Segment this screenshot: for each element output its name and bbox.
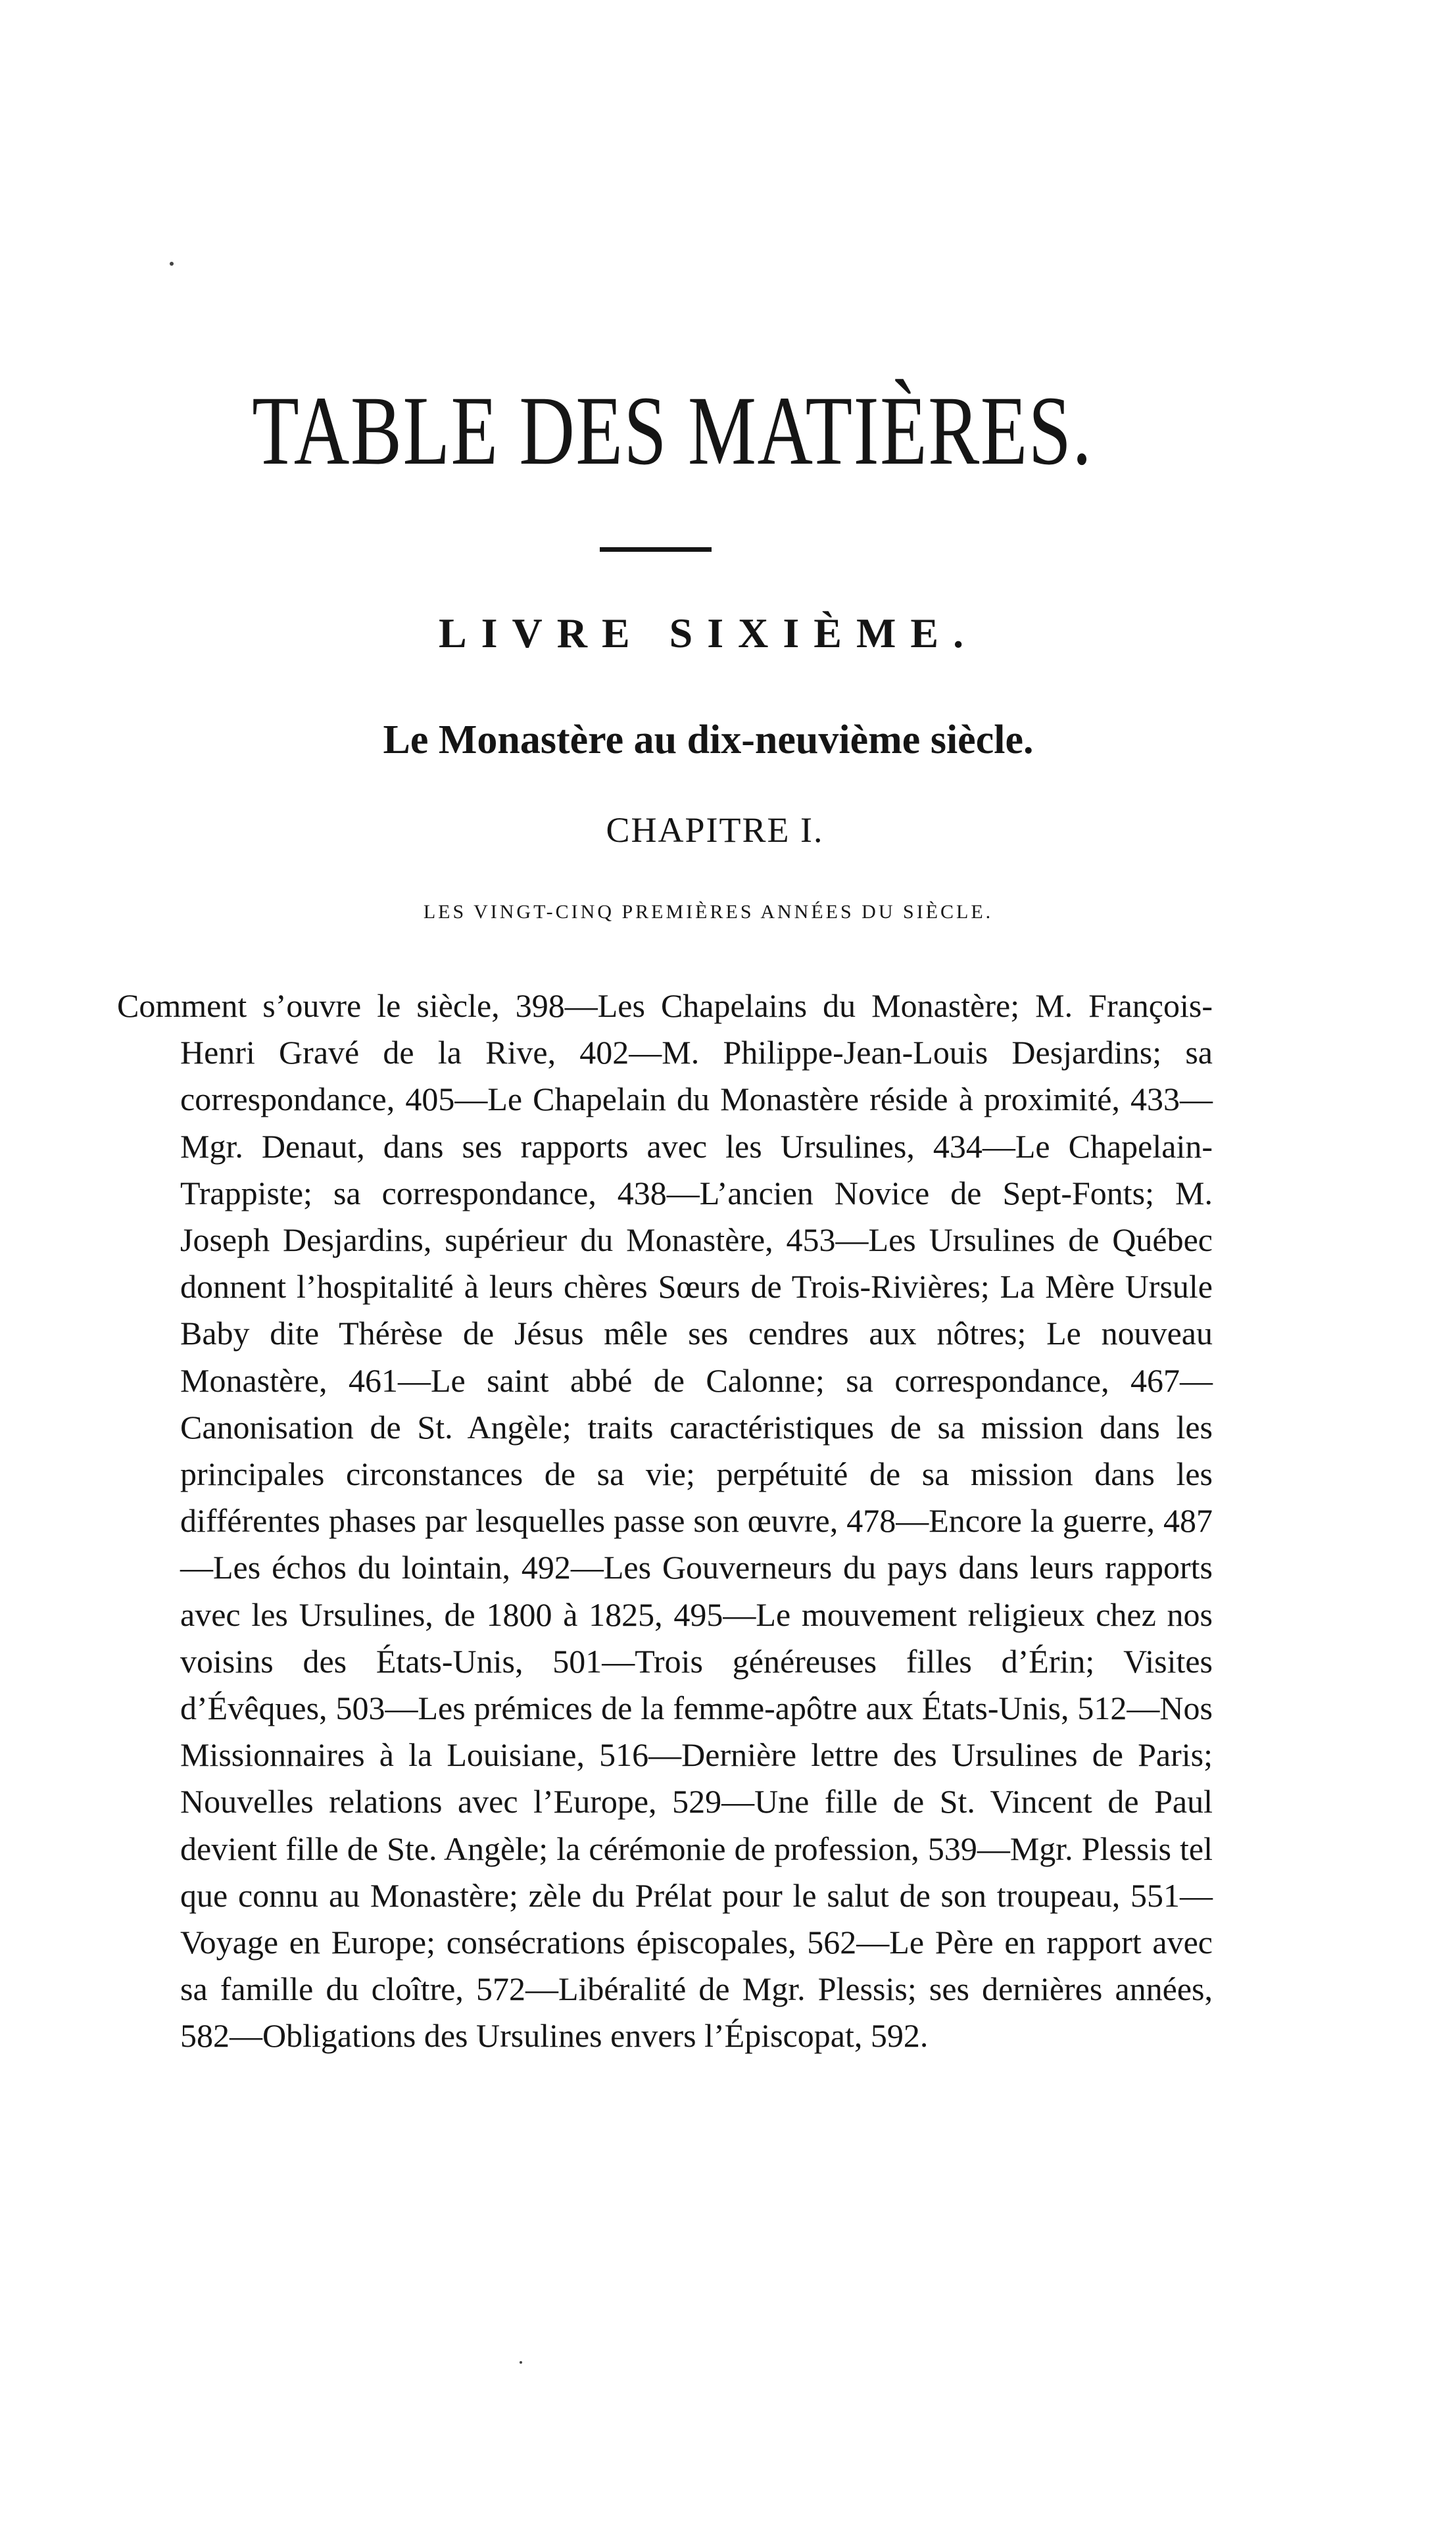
chapter-heading: CHAPITRE I.: [606, 810, 824, 850]
page-speck-mark-bottom: [520, 2361, 522, 2364]
page-title: TABLE DES MATIÈRES.: [252, 376, 1093, 485]
chapter-summary: [117, 983, 1213, 2060]
chapter-subtitle: LES VINGT-CINQ PREMIÈRES ANNÉES DU SIÈCLE.: [423, 901, 994, 923]
book-subtitle: Le Monastère au dix-neuvième siècle.: [383, 718, 1034, 762]
chapter-summary-text: Comment s’ouvre le siècle, 398—Les Chapelains du Monastère; M. François-Henri Gravé de la Rive, 402—M. Philippe-Jean-Louis Desjardins; sa correspondance, 405—Le Chapelain du Monastère réside à proximité, 433—Mgr. Denaut, dans ses rapports avec les Ursulines, 434—Le Chapelain-Trappiste; sa correspondance, 438—L’ancien Novice de Sept-Fonts; M. Joseph Desjardins, supérieur du Monastère, 453—Les Ursulines de Québec donnent l’hospitalité à leurs chères Sœurs de Trois-Rivières; La Mère Ursule Baby dite Thérèse de Jésus mêle ses cendres aux nôtres; Le nouveau Monastère, 461—Le saint abbé de Calonne; sa correspondance, 467—Canonisation de St. Angèle; traits caractéristiques de sa mission dans les principales circonstances de sa vie; perpétuité de sa mission dans les différentes phases par lesquelles passe son œuvre, 478—Encore la guerre, 487—Les échos du lointain, 492—Les Gouverneurs du pays dans leurs rapports avec les Ursulines, de 1800 à 1825, 495—Le mouvement religieux chez nos voisins des États-Unis, 501—Trois généreuses filles d’Érin; Visites d’Évêques, 503—Les prémices de la femme-apôtre aux États-Unis, 512—Nos Missionnaires à la Louisiane, 516—Dernière lettre des Ursulines de Paris; Nouvelles relations avec l’Europe, 529—Une fille de St. Vincent de Paul devient fille de Ste. Angèle; la cérémonie de profession, 539—Mgr. Plessis tel que connu au Monastère; zèle du Prélat pour le salut de son troupeau, 551—Voyage en Europe; consécrations épiscopales, 562—Le Père en rapport avec sa famille du cloître, 572—Libéralité de Mgr. Plessis; ses dernières années, 582—Obligations des Ursulines envers l’Épiscopat, 592.: [117, 987, 1213, 2055]
title-divider: [600, 547, 712, 552]
page-speck-mark: [170, 262, 174, 266]
book-heading: LIVRE SIXIÈME.: [438, 610, 979, 656]
